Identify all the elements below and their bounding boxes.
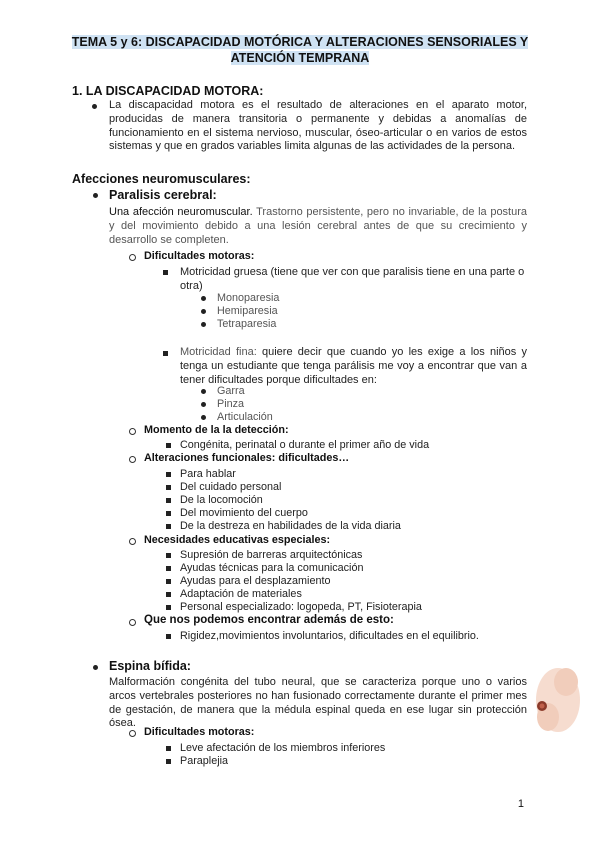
bullet-icon	[93, 665, 98, 670]
necesidades-item: Supresión de barreras arquitectónicas	[180, 549, 363, 561]
paralisis-def-rest: Trastorno persistente, pero no invariable, de la postura y del movimiento debido a una lesión cerebral antes de que su crecimiento y desarrollo se completen.	[109, 206, 528, 246]
fina-item: Pinza	[217, 398, 245, 410]
bullet-icon	[201, 309, 206, 314]
bullet-icon	[201, 296, 206, 301]
dificultades-title: Dificultades motoras:	[144, 250, 255, 262]
alteraciones-item: Del cuidado personal	[180, 481, 282, 493]
square-bullet-icon	[163, 351, 168, 356]
espina-title: Espina bífida:	[109, 659, 191, 673]
ademas-item: Rigidez,movimientos involuntarios, dificultades en el equilibrio.	[180, 630, 479, 642]
fina-item: Articulación	[217, 411, 273, 423]
square-bullet-icon	[166, 443, 171, 448]
necesidades-title: Necesidades educativas especiales:	[144, 534, 331, 546]
paralisis-def-lead: Una afección neuromuscular.	[109, 206, 253, 218]
alteraciones-item: Del movimiento del cuerpo	[180, 507, 308, 519]
momento-item: Congénita, perinatal o durante el primer año de vida	[180, 439, 430, 451]
espina-paragraph: Malformación congénita del tubo neural, que se caracteriza porque uno o varios arcos vertebrales posteriores no han fusionado correctamente durante el primer mes de gestación, de manera que la médula espinal queda en ese lugar sin protección ósea.	[109, 676, 527, 730]
fina-item: Garra	[217, 385, 245, 397]
bullet-icon	[201, 402, 206, 407]
square-bullet-icon	[166, 511, 171, 516]
fina-lead: Motricidad fina:	[180, 346, 257, 358]
square-bullet-icon	[166, 634, 171, 639]
document-title	[60, 34, 540, 66]
necesidades-item: Ayudas para el desplazamiento	[180, 575, 331, 587]
bullet-icon	[93, 193, 98, 198]
title-line-2: ATENCIÓN TEMPRANA	[230, 51, 370, 65]
square-bullet-icon	[166, 605, 171, 610]
motricidad-gruesa: Motricidad gruesa (tiene que ver con que paralisis tiene en una parte o otra)	[180, 266, 525, 292]
circle-bullet-icon	[129, 254, 136, 261]
section-heading: 1. LA DISCAPACIDAD MOTORA:	[72, 84, 264, 98]
square-bullet-icon	[166, 566, 171, 571]
circle-bullet-icon	[129, 538, 136, 545]
necesidades-item: Ayudas técnicas para la comunicación	[180, 562, 364, 574]
ademas-title: Que nos podemos encontrar además de esto:	[144, 614, 394, 626]
spina-bifida-illustration	[528, 662, 584, 742]
square-bullet-icon	[166, 498, 171, 503]
square-bullet-icon	[166, 524, 171, 529]
circle-bullet-icon	[129, 456, 136, 463]
square-bullet-icon	[166, 592, 171, 597]
gruesa-item: Hemiparesia	[217, 305, 278, 317]
momento-title: Momento de la la detección:	[144, 424, 289, 436]
title-line-1: TEMA 5 y 6: DISCAPACIDAD MOTÓRICA Y ALTERACIONES SENSORIALES Y	[71, 35, 529, 49]
bullet-icon	[201, 389, 206, 394]
alteraciones-item: De la locomoción	[180, 494, 263, 506]
circle-bullet-icon	[129, 428, 136, 435]
square-bullet-icon	[166, 553, 171, 558]
square-bullet-icon	[166, 472, 171, 477]
paralisis-definition	[109, 206, 527, 247]
circle-bullet-icon	[129, 730, 136, 737]
section-paragraph: La discapacidad motora es el resultado de alteraciones en el aparato motor, producidas de manera transitoria o permanente y debidas a anomalías de funcionamiento en el sistema nervioso, muscular, óseo-articular o en varios de estos sistemas y que en grados variables limita algunas de las actividades de la persona.	[109, 99, 527, 153]
afecciones-heading: Afecciones neuromusculares:	[72, 172, 251, 186]
square-bullet-icon	[163, 270, 168, 275]
necesidades-item: Personal especializado: logopeda, PT, Fisioterapia	[180, 601, 422, 613]
bullet-icon	[92, 104, 97, 109]
espina-item: Paraplejia	[180, 755, 229, 767]
page-number: 1	[517, 798, 524, 810]
alteraciones-item: Para hablar	[180, 468, 236, 480]
square-bullet-icon	[166, 746, 171, 751]
bullet-icon	[201, 322, 206, 327]
bullet-icon	[201, 415, 206, 420]
circle-bullet-icon	[129, 619, 136, 626]
square-bullet-icon	[166, 579, 171, 584]
necesidades-item: Adaptación de materiales	[180, 588, 302, 600]
espina-item: Leve afectación de los miembros inferiores	[180, 742, 386, 754]
alteraciones-item: De la destreza en habilidades de la vida diaria	[180, 520, 401, 532]
paralisis-title: Paralisis cerebral:	[109, 188, 217, 202]
motricidad-fina	[180, 346, 527, 387]
gruesa-item: Tetraparesia	[217, 318, 277, 330]
espina-dificultades-title: Dificultades motoras:	[144, 726, 255, 738]
square-bullet-icon	[166, 759, 171, 764]
alteraciones-title: Alteraciones funcionales: dificultades…	[144, 452, 350, 464]
gruesa-item: Monoparesia	[217, 292, 280, 304]
square-bullet-icon	[166, 485, 171, 490]
fina-rest: quiere decir que cuando yo les exige a los niños y tenga un estudiante que tenga parálisis me voy a encontrar que van a tener dificultades porque dificultades en:	[180, 346, 528, 386]
